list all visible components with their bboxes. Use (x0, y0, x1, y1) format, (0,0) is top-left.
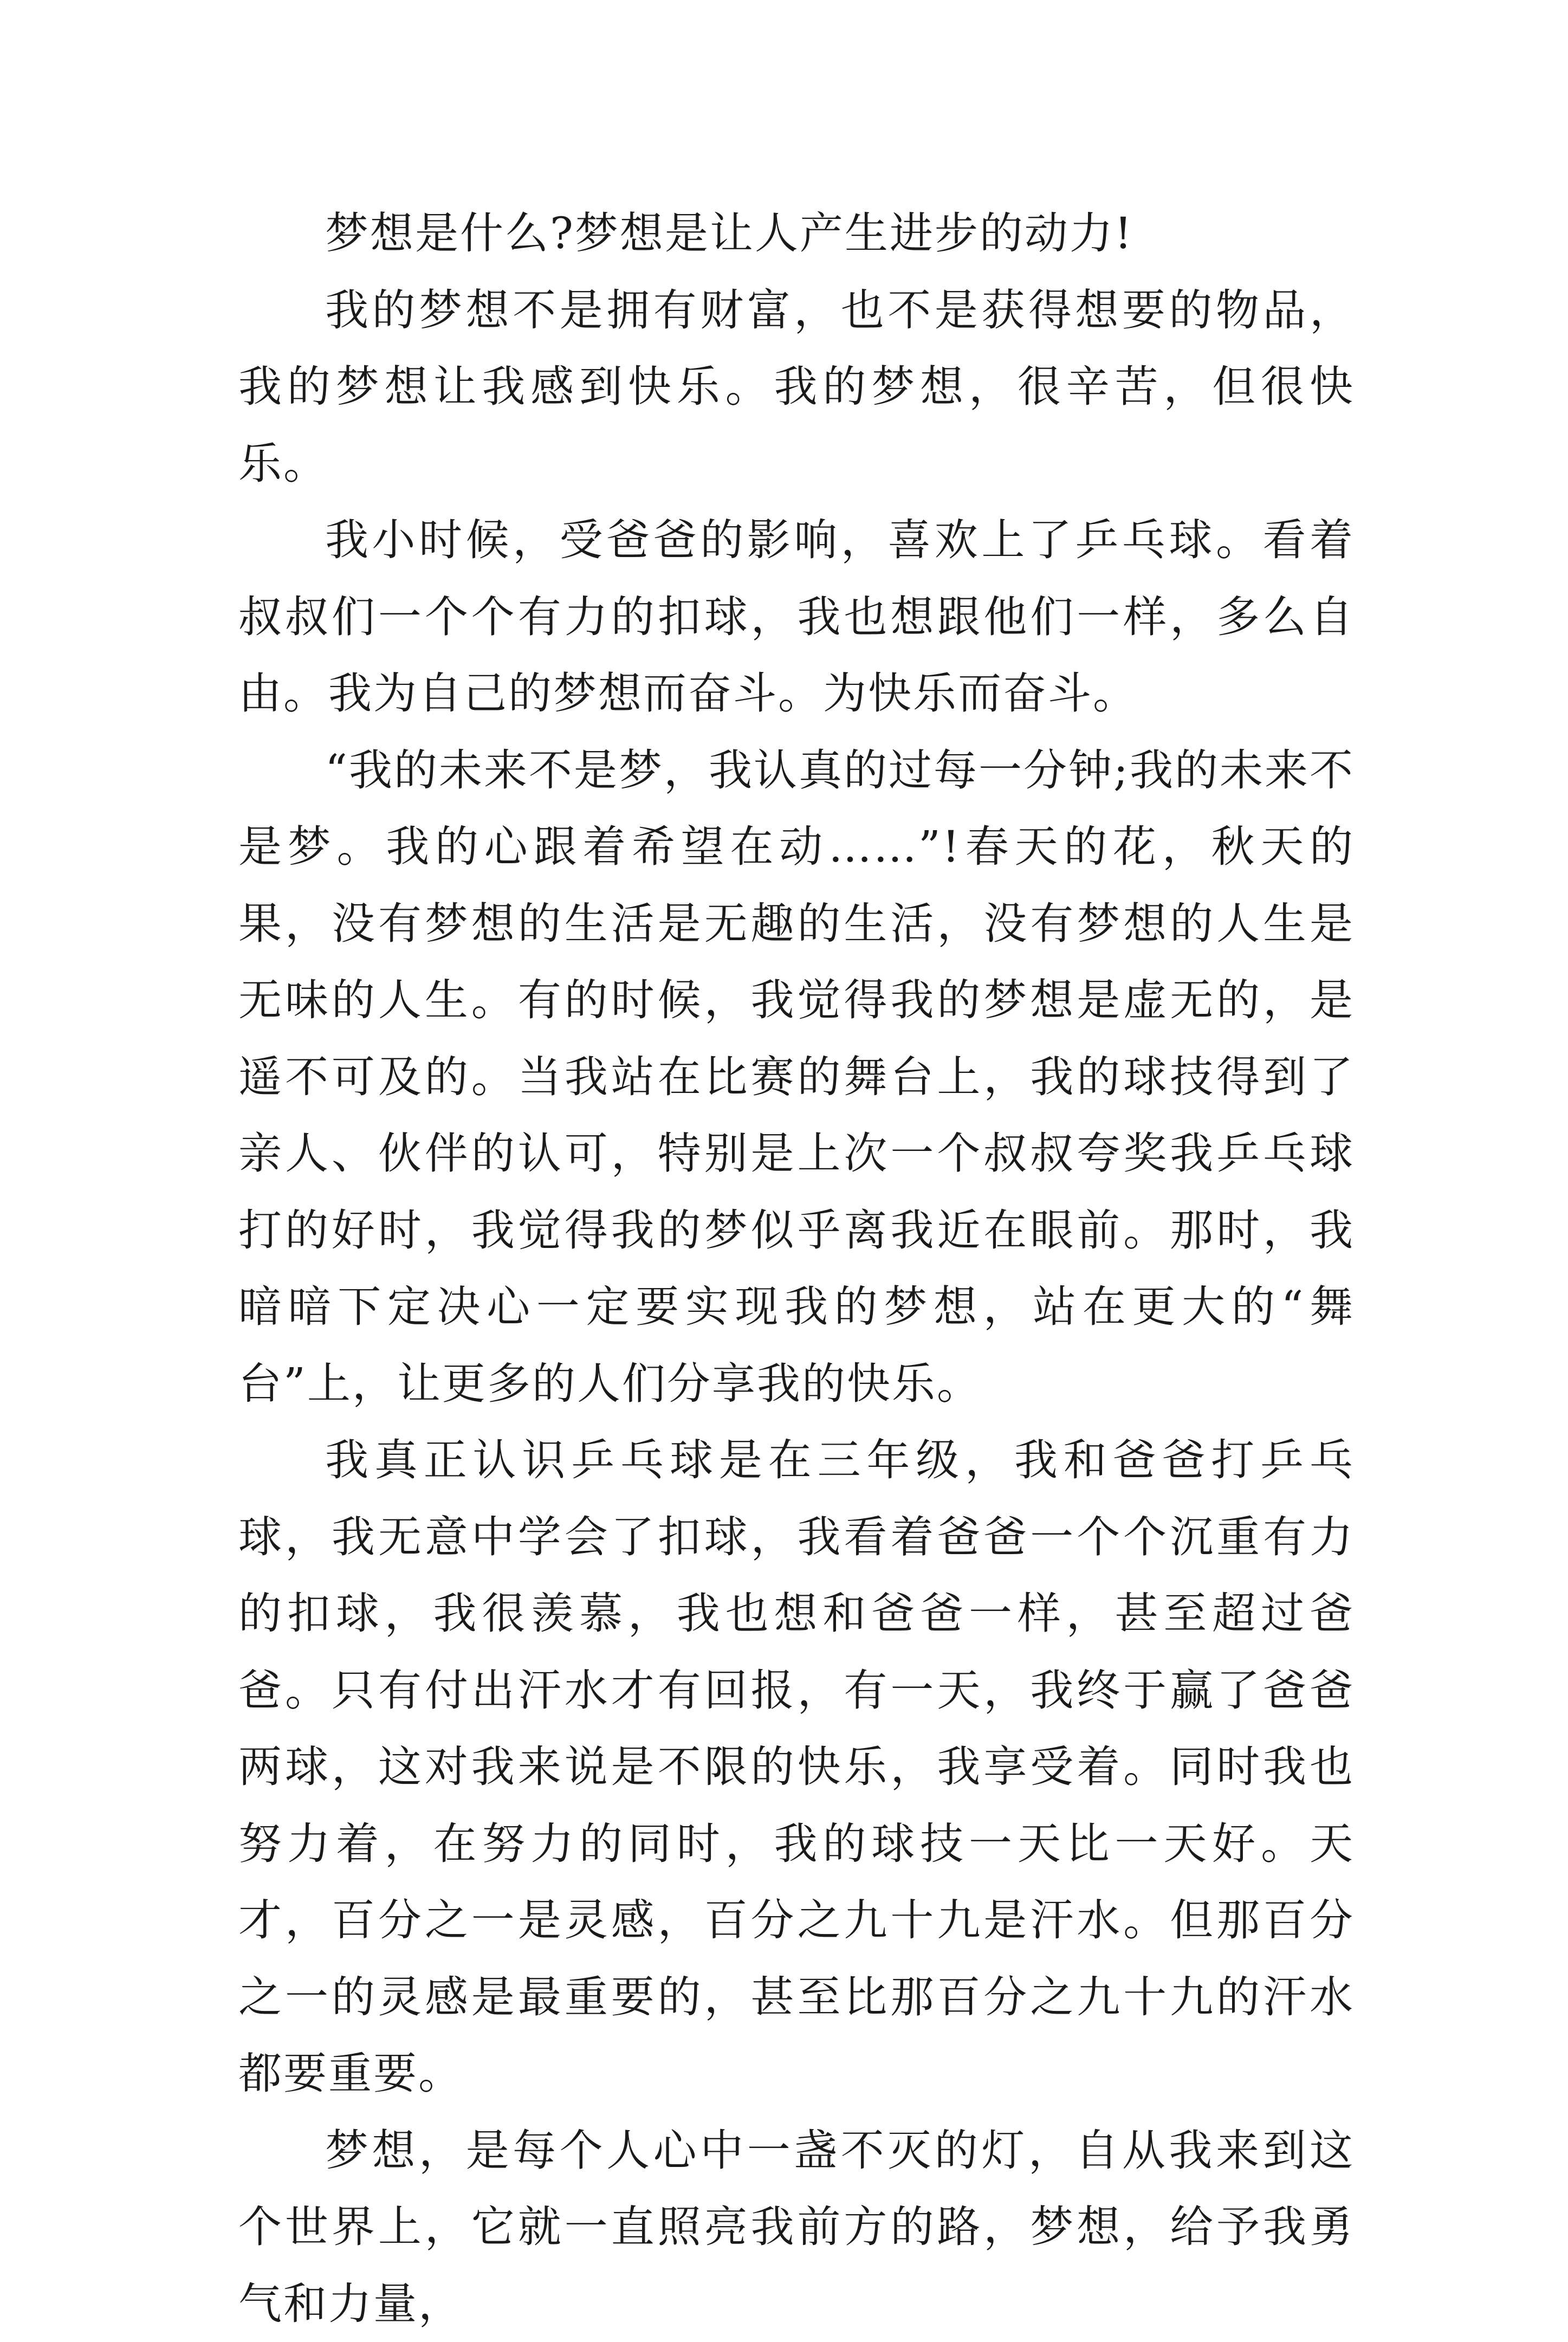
paragraph-2: 我的梦想不是拥有财富，也不是获得想要的物品，我的梦想让我感到快乐。我的梦想，很辛苦，但很快乐。 (238, 272, 1355, 502)
paragraph-4: “我的未来不是梦，我认真的过每一分钟;我的未来不是梦。我的心跟着希望在动……”!春天的花，秋天的果，没有梦想的生活是无趣的生活，没有梦想的人生是无味的人生。有的时候，我觉得我的梦想是虚无的，是遥不可及的。当我站在比赛的舞台上，我的球技得到了亲人、伙伴的认可，特别是上次一个叔叔夸奖我乒乓球打的好时，我觉得我的梦似乎离我近在眼前。那时，我暗暗下定决心一定要实现我的梦想，站在更大的“舞台”上，让更多的人们分享我的快乐。 (238, 732, 1355, 1422)
paragraph-6: 梦想，是每个人心中一盏不灭的灯，自从我来到这个世界上，它就一直照亮我前方的路，梦想，给予我勇气和力量， (238, 2112, 1355, 2342)
essay-body (238, 195, 1355, 2342)
paragraph-5: 我真正认识乒乓球是在三年级，我和爸爸打乒乓球，我无意中学会了扣球，我看着爸爸一个个沉重有力的扣球，我很羡慕，我也想和爸爸一样，甚至超过爸爸。只有付出汗水才有回报，有一天，我终于赢了爸爸两球，这对我来说是不限的快乐，我享受着。同时我也努力着，在努力的同时，我的球技一天比一天好。天才，百分之一是灵感，百分之九十九是汗水。但那百分之一的灵感是最重要的，甚至比那百分之九十九的汗水都要重要。 (238, 1422, 1355, 2112)
paragraph-3: 我小时候，受爸爸的影响，喜欢上了乒乓球。看着叔叔们一个个有力的扣球，我也想跟他们一样，多么自由。我为自己的梦想而奋斗。为快乐而奋斗。 (238, 502, 1355, 732)
paragraph-1: 梦想是什么?梦想是让人产生进步的动力! (238, 195, 1355, 272)
